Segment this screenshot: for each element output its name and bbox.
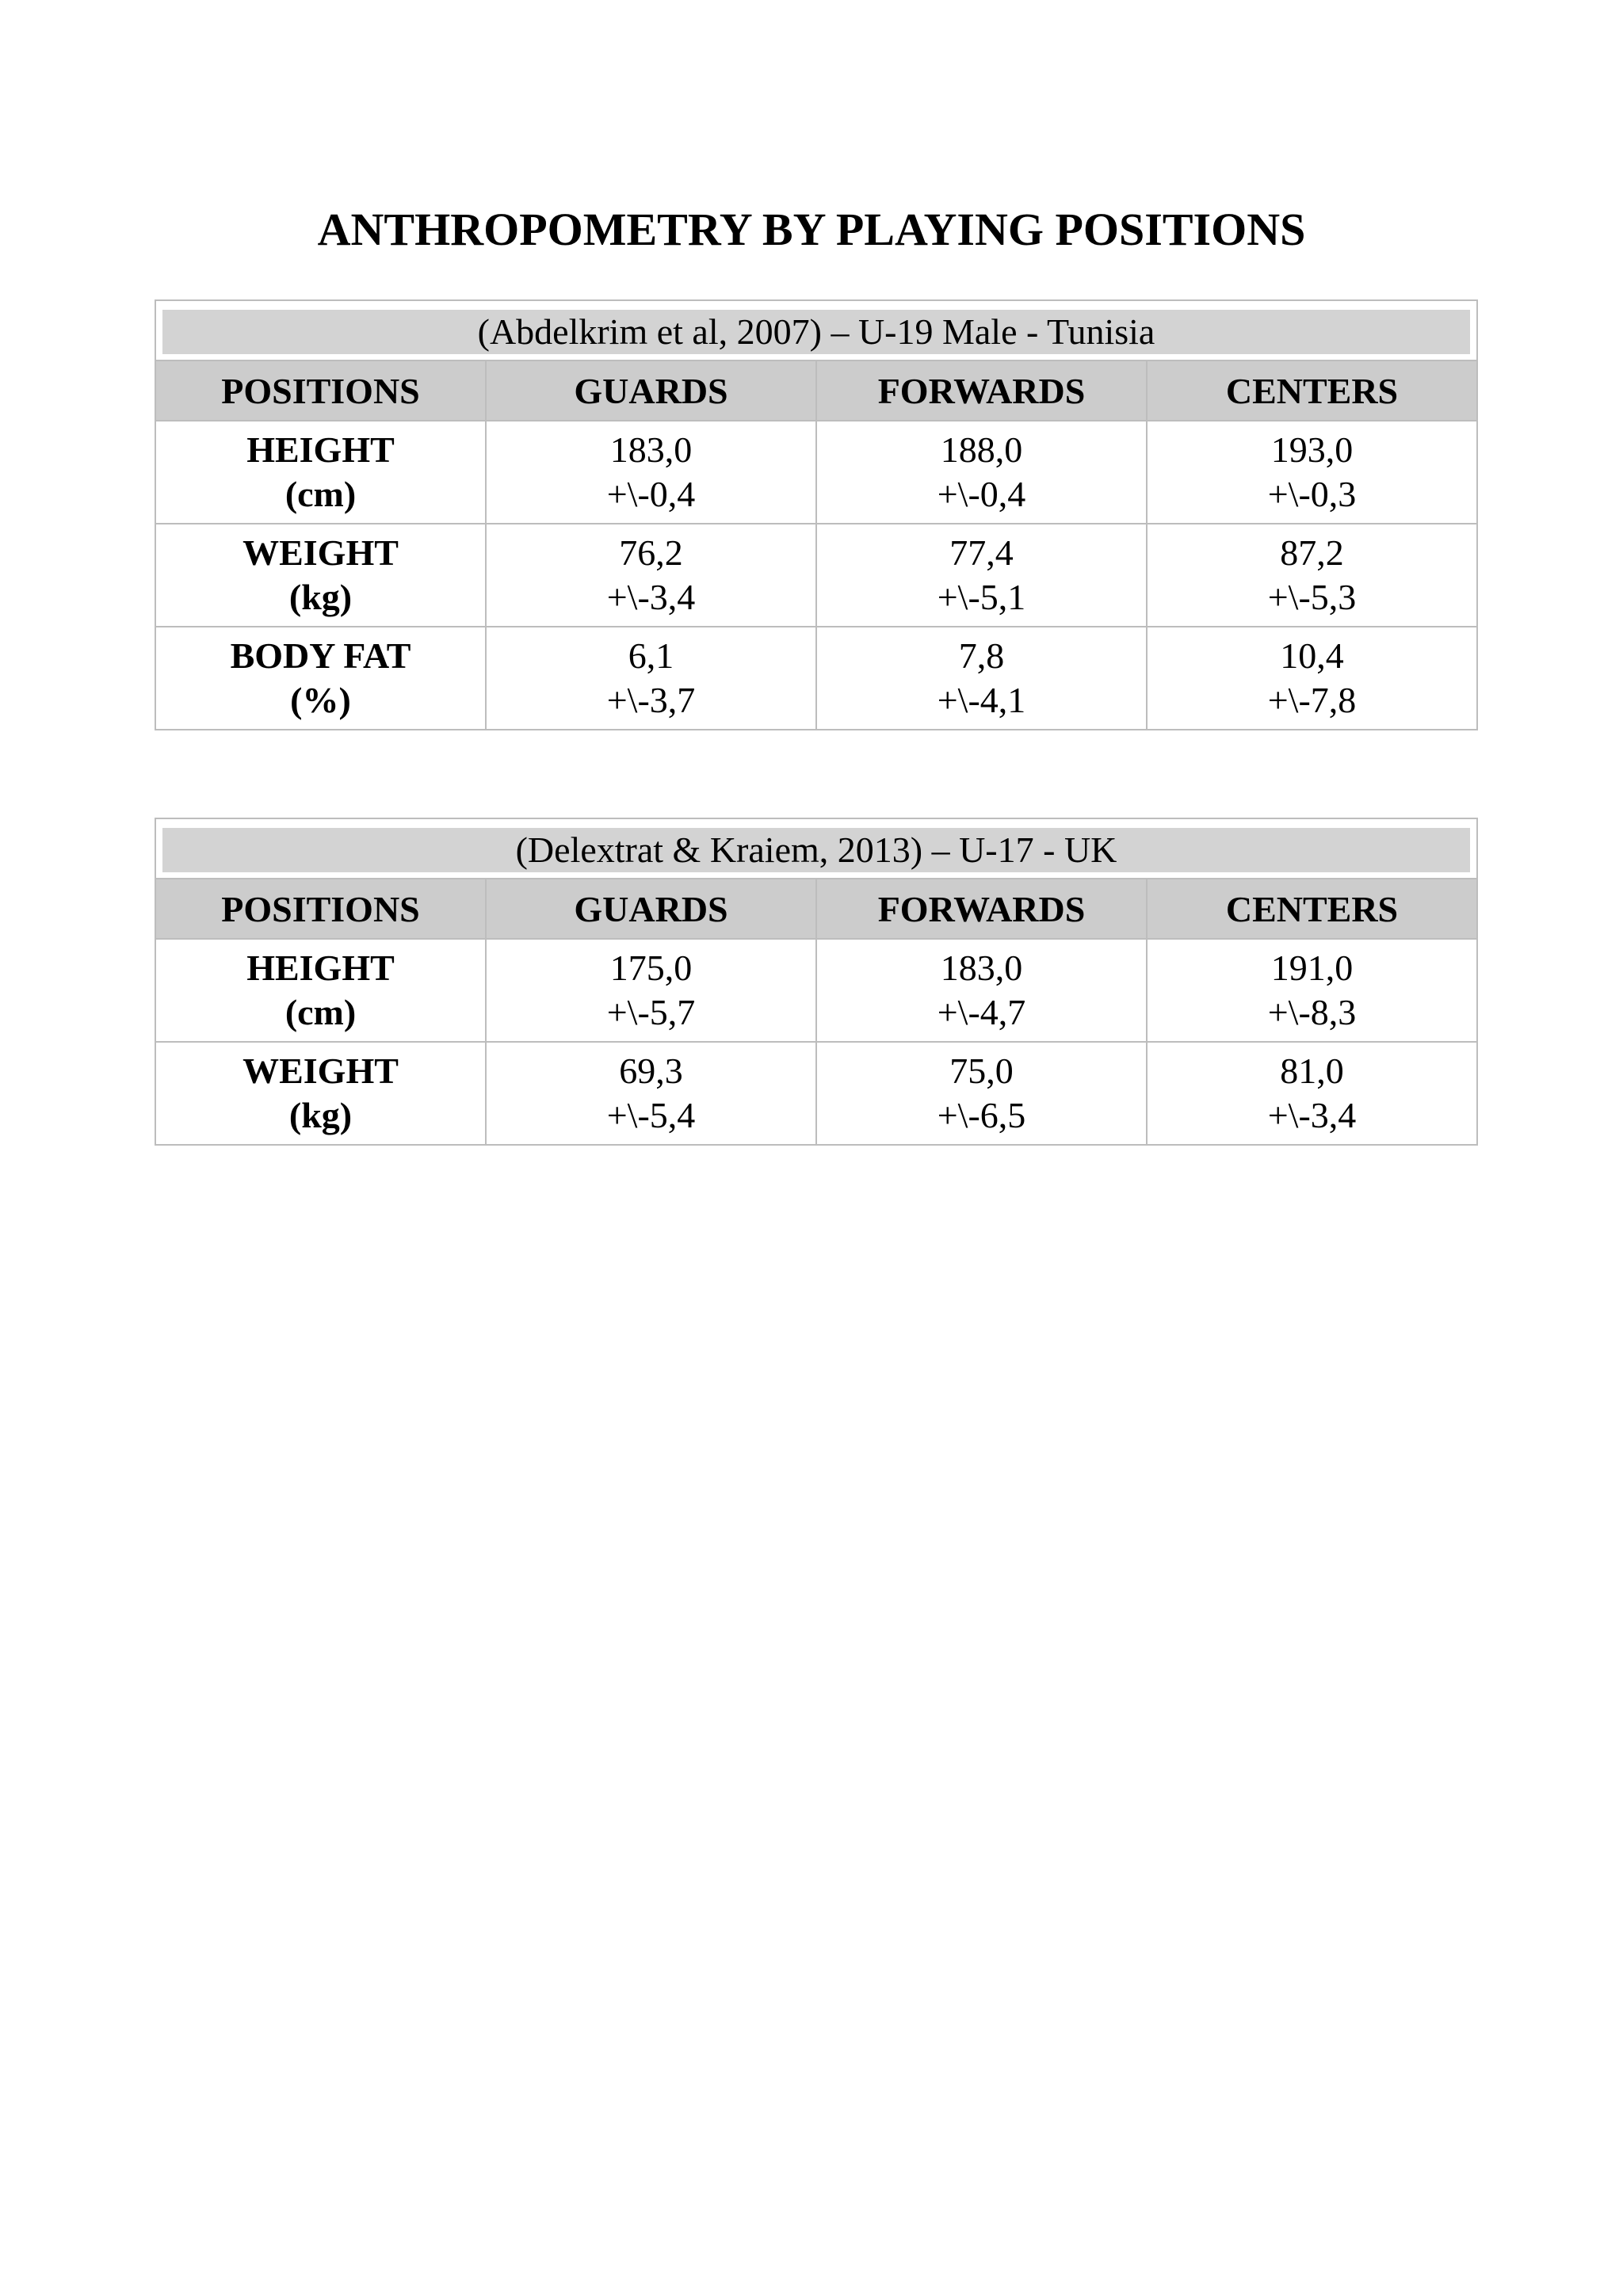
cell-mean: 7,8 bbox=[958, 635, 1005, 676]
cell-centers bbox=[1147, 939, 1477, 1042]
cell-centers bbox=[1147, 627, 1477, 730]
table-caption bbox=[155, 300, 1477, 360]
cell-sd: +\-7,8 bbox=[1267, 680, 1357, 720]
row-label bbox=[155, 939, 486, 1042]
table-row-weight bbox=[155, 1042, 1477, 1145]
row-label bbox=[155, 627, 486, 730]
cell-sd: +\-0,3 bbox=[1267, 474, 1357, 514]
cell-sd: +\-3,7 bbox=[606, 680, 696, 720]
row-label-name: HEIGHT bbox=[246, 948, 395, 988]
row-label bbox=[155, 524, 486, 627]
row-label bbox=[155, 1042, 486, 1145]
cell-centers bbox=[1147, 1042, 1477, 1145]
row-label-name: BODY FAT bbox=[230, 635, 411, 676]
cell-sd: +\-6,5 bbox=[937, 1095, 1026, 1135]
cell-forwards bbox=[816, 421, 1147, 524]
cell-mean: 6,1 bbox=[628, 635, 674, 676]
cell-sd: +\-5,1 bbox=[937, 577, 1026, 617]
row-label bbox=[155, 421, 486, 524]
cell-mean: 81,0 bbox=[1280, 1051, 1344, 1091]
cell-guards bbox=[486, 1042, 816, 1145]
cell-forwards bbox=[816, 1042, 1147, 1145]
header-positions: POSITIONS bbox=[155, 360, 486, 421]
cell-mean: 188,0 bbox=[940, 429, 1023, 470]
row-label-unit: (cm) bbox=[285, 474, 357, 514]
cell-mean: 69,3 bbox=[619, 1051, 683, 1091]
table-row-height bbox=[155, 421, 1477, 524]
cell-mean: 175,0 bbox=[609, 948, 693, 988]
table-row-height bbox=[155, 939, 1477, 1042]
cell-guards bbox=[486, 421, 816, 524]
page-title: ANTHROPOMETRY BY PLAYING POSITIONS bbox=[317, 204, 1306, 255]
row-label-name: HEIGHT bbox=[246, 429, 395, 470]
cell-sd: +\-0,4 bbox=[937, 474, 1026, 514]
cell-mean: 87,2 bbox=[1280, 532, 1344, 573]
table-row-body-fat bbox=[155, 627, 1477, 730]
cell-centers bbox=[1147, 524, 1477, 627]
cell-mean: 193,0 bbox=[1270, 429, 1354, 470]
header-forwards: FORWARDS bbox=[816, 879, 1147, 939]
anthropometry-table-delextrat bbox=[155, 818, 1478, 1146]
cell-sd: +\-5,7 bbox=[606, 992, 696, 1032]
cell-centers bbox=[1147, 421, 1477, 524]
header-guards: GUARDS bbox=[486, 360, 816, 421]
cell-guards bbox=[486, 524, 816, 627]
cell-sd: +\-3,4 bbox=[606, 577, 696, 617]
cell-sd: +\-5,4 bbox=[606, 1095, 696, 1135]
cell-guards bbox=[486, 627, 816, 730]
table-caption-text: (Delextrat & Kraiem, 2013) – U-17 - UK bbox=[162, 828, 1470, 872]
row-label-unit: (cm) bbox=[285, 992, 357, 1032]
cell-mean: 191,0 bbox=[1270, 948, 1354, 988]
cell-mean: 77,4 bbox=[949, 532, 1014, 573]
table-caption bbox=[155, 818, 1477, 879]
table-header-row bbox=[155, 360, 1477, 421]
table-header-row bbox=[155, 879, 1477, 939]
cell-guards bbox=[486, 939, 816, 1042]
header-positions: POSITIONS bbox=[155, 879, 486, 939]
row-label-name: WEIGHT bbox=[242, 532, 399, 573]
cell-forwards bbox=[816, 627, 1147, 730]
row-label-unit: (%) bbox=[290, 680, 351, 720]
row-label-name: WEIGHT bbox=[242, 1051, 399, 1091]
header-centers: CENTERS bbox=[1147, 879, 1477, 939]
header-forwards: FORWARDS bbox=[816, 360, 1147, 421]
row-label-unit: (kg) bbox=[288, 1095, 353, 1135]
cell-sd: +\-8,3 bbox=[1267, 992, 1357, 1032]
cell-mean: 10,4 bbox=[1280, 635, 1344, 676]
row-label-unit: (kg) bbox=[288, 577, 353, 617]
cell-mean: 183,0 bbox=[940, 948, 1023, 988]
header-guards: GUARDS bbox=[486, 879, 816, 939]
table-caption-text: (Abdelkrim et al, 2007) – U-19 Male - Tunisia bbox=[162, 310, 1470, 354]
cell-mean: 76,2 bbox=[619, 532, 683, 573]
cell-mean: 183,0 bbox=[609, 429, 693, 470]
cell-mean: 75,0 bbox=[949, 1051, 1014, 1091]
cell-forwards bbox=[816, 524, 1147, 627]
header-centers: CENTERS bbox=[1147, 360, 1477, 421]
anthropometry-table-abdelkrim bbox=[155, 299, 1478, 730]
cell-sd: +\-4,7 bbox=[937, 992, 1026, 1032]
cell-sd: +\-4,1 bbox=[937, 680, 1026, 720]
cell-sd: +\-3,4 bbox=[1267, 1095, 1357, 1135]
cell-sd: +\-0,4 bbox=[606, 474, 696, 514]
cell-forwards bbox=[816, 939, 1147, 1042]
cell-sd: +\-5,3 bbox=[1267, 577, 1357, 617]
table-row-weight bbox=[155, 524, 1477, 627]
